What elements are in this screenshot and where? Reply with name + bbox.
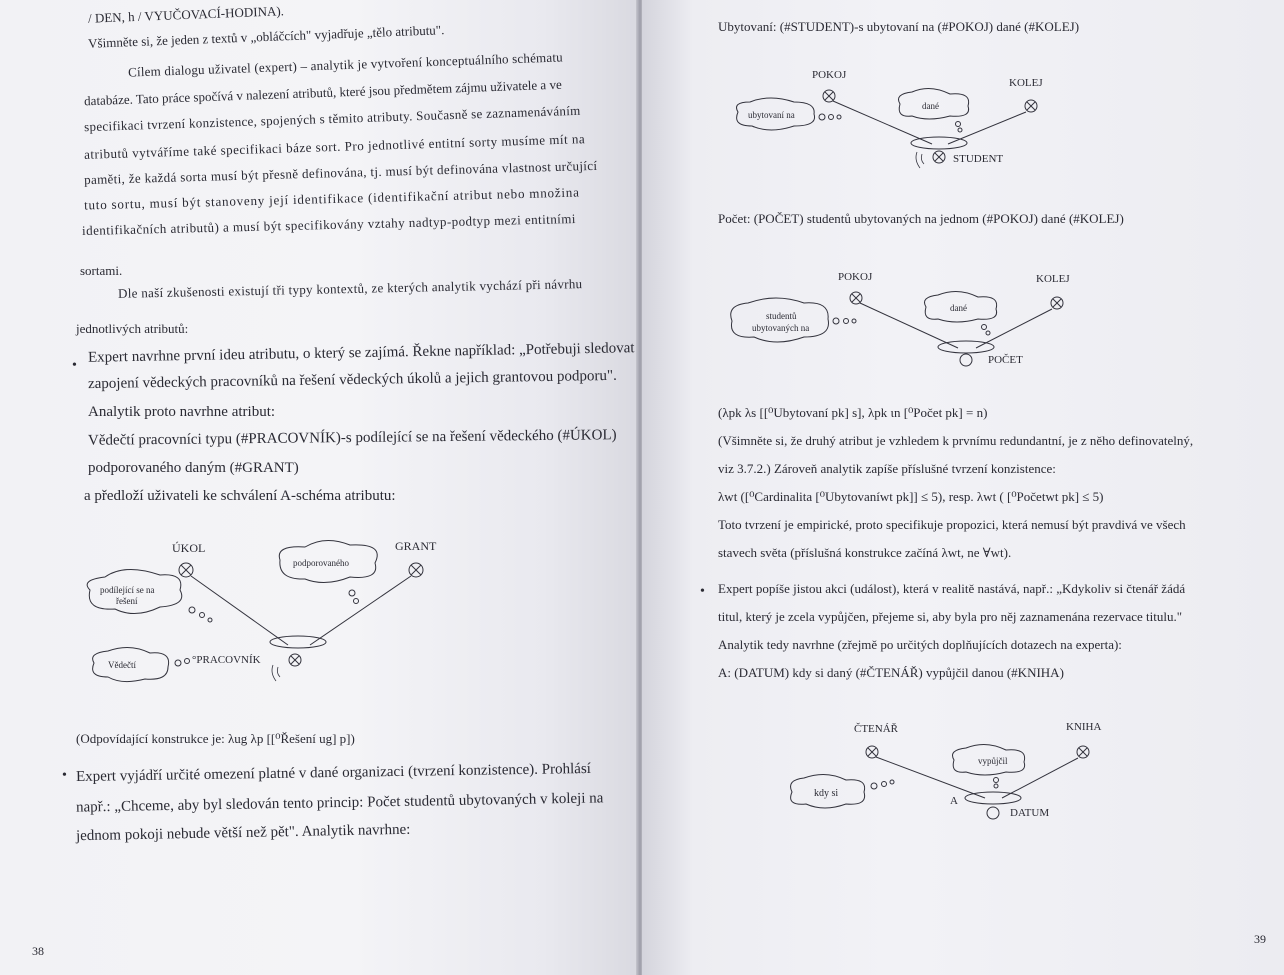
- ubytovani-na-label: ubytovaní na: [748, 110, 795, 120]
- vedecti-label: Vědečtí: [108, 660, 136, 670]
- datum-diagram: [770, 712, 1120, 827]
- text-line: Všimněte si, že jeden z textů v „obláčcích" vyjadřuje „tělo atributu".: [87, 22, 445, 51]
- ubytovani-diagram: [722, 62, 1052, 177]
- podporovaneho-label: podporovaného: [293, 558, 349, 568]
- text-line: titul, který je zcela vypůjčen, přejeme si, aby byla pro něj zaznamenána rezervace titulu.": [718, 609, 1183, 624]
- ubytovanych-label: ubytovaných na: [752, 323, 810, 333]
- kdy-si-label: kdy si: [814, 788, 839, 799]
- text-line: stavech světa (příslušná konstrukce začíná λwt, ne ∀wt).: [718, 545, 1012, 560]
- text-line: jednotlivých atributů:: [76, 321, 189, 336]
- kniha-label: KNIHA: [1066, 721, 1102, 733]
- text-line: A: (DATUM) kdy si daný (#ČTENÁŘ) vypůjčil danou (#KNIHA): [718, 665, 1064, 680]
- text-line: / DEN, h / VYUČOVACÍ-HODINA).: [87, 3, 285, 26]
- pokoj-label: POKOJ: [838, 271, 873, 283]
- pocet-diagram: [726, 265, 1070, 377]
- text-line: Analytik proto navrhne atribut:: [88, 404, 276, 420]
- a-schema-diagram: [60, 535, 460, 695]
- right-page: [642, 0, 1284, 975]
- text-line: (Odpovídající konstrukce je: λug λp [[⁰Řešení ug] p]): [76, 731, 355, 746]
- bullet: •: [62, 768, 67, 783]
- text-line: identifikačních atributů) a musí být specifikovány vztahy nadtyp-podtyp mezi entitními: [81, 210, 577, 239]
- text-line: zapojení vědeckých pracovníků na řešení vědeckých úkolů a jejich grantovou podporu".: [87, 367, 617, 393]
- text-line: jednom pokoji nebude větší než pět". Analytik navrhne:: [75, 821, 411, 845]
- podilejici-label: podílející se na: [100, 585, 155, 595]
- page-number-left: 38: [32, 944, 44, 958]
- text-line: Dle naší zkušenosti existují tři typy kontextů, ze kterých analytik vychází při návrhu: [117, 276, 583, 301]
- left-page: [0, 0, 640, 975]
- text-line: λwt ([⁰Cardinalita [⁰Ubytovaníwt pk]] ≤ 5), resp. λwt ( [⁰Početwt pk] ≤ 5): [718, 489, 1104, 504]
- text-line: tuto sortu, musí být stanoveny její identifikace (identifikační atribut nebo množina: [83, 184, 580, 213]
- bullet: •: [700, 584, 705, 599]
- text-line: (λpk λs [[⁰Ubytovaní pk] s], λpk ιn [⁰Počet pk] = n): [718, 405, 988, 420]
- dane-label: dané: [950, 303, 967, 313]
- ctenar-label: ČTENÁŘ: [854, 723, 898, 735]
- pocet-label: POČET: [988, 354, 1023, 366]
- text-line: Expert vyjádří určité omezení platné v dané organizaci (tvrzení konzistence). Prohlásí: [75, 760, 592, 786]
- reseni-label: řešení: [116, 596, 138, 606]
- text-line: a předloží uživateli ke schválení A-schéma atributu:: [84, 488, 396, 504]
- grant-label: GRANT: [395, 539, 437, 553]
- dane-label: dané: [922, 101, 939, 111]
- kolej-label: KOLEJ: [1009, 77, 1043, 89]
- text-line: (Všimněte si, že druhý atribut je vzhledem k prvnímu redundantní, je z něho definovatelný,: [718, 433, 1194, 448]
- text-line: Vědečtí pracovníci typu (#PRACOVNÍK)-s podílející se na řešení vědeckého (#ÚKOL): [87, 427, 617, 449]
- text-line: podporovaného daným (#GRANT): [88, 460, 299, 476]
- text-line: databáze. Tato práce spočívá v nalezení atributů, které jsou předmětem zájmu uživatele a ve: [83, 76, 562, 109]
- text-line: Expert navrhne první ideu atributu, o který se zajímá. Řekne například: „Potřebuji sledovat: [87, 340, 635, 366]
- ukol-label: ÚKOL: [172, 541, 206, 555]
- text-line: paměti, že každá sorta musí být přesně definována, tj. musí být definována vlastnost určující: [83, 157, 598, 188]
- page-number-right: 39: [1254, 932, 1266, 946]
- text-line: Ubytovaní: (#STUDENT)-s ubytovaní na (#POKOJ) dané (#KOLEJ): [718, 19, 1080, 34]
- text-line: např.: „Chceme, aby byl sledován tento princip: Počet studentů ubytovaných v koleji na: [75, 790, 604, 816]
- text-line: Expert popíše jistou akci (událost), která v realitě nastává, např.: „Kdykoliv si čtenář žádá: [718, 581, 1186, 596]
- text-line: Toto tvrzení je empirické, proto specifikuje propozici, která nemusí být pravdivá ve všech: [718, 517, 1186, 532]
- pracovnik-label: °PRACOVNÍK: [192, 654, 261, 666]
- text-line: Počet: (POČET) studentů ubytovaných na jednom (#POKOJ) dané (#KOLEJ): [718, 211, 1124, 226]
- text-line: Analytik tedy navrhne (zřejmě po určitých doplňujících dotazech na experta):: [718, 637, 1122, 652]
- studentu-label: studentů: [766, 311, 797, 321]
- text-line: sortami.: [80, 263, 123, 278]
- pokoj-label: POKOJ: [812, 69, 847, 81]
- datum-label: DATUM: [1010, 807, 1050, 819]
- text-line: viz 3.7.2.) Zároveň analytik zapíše příslušné tvrzení konzistence:: [718, 461, 1056, 476]
- text-line: Cílem dialogu uživatel (expert) – analytik je vytvoření konceptuálního schématu: [127, 49, 564, 80]
- student-label: STUDENT: [953, 153, 1004, 165]
- text-line: specifikaci tvrzení konzistence, spojených s těmito atributy. Současně se zaznamenáváním: [83, 102, 581, 135]
- text-line: atributů vytváříme také specifikaci báze sort. Pro jednotlivé entitní sorty musíme mít na: [83, 131, 586, 162]
- bullet: •: [72, 358, 77, 373]
- a-label: A: [950, 795, 958, 807]
- kolej-label: KOLEJ: [1036, 273, 1070, 285]
- vypujcil-label: vypůjčil: [978, 756, 1008, 766]
